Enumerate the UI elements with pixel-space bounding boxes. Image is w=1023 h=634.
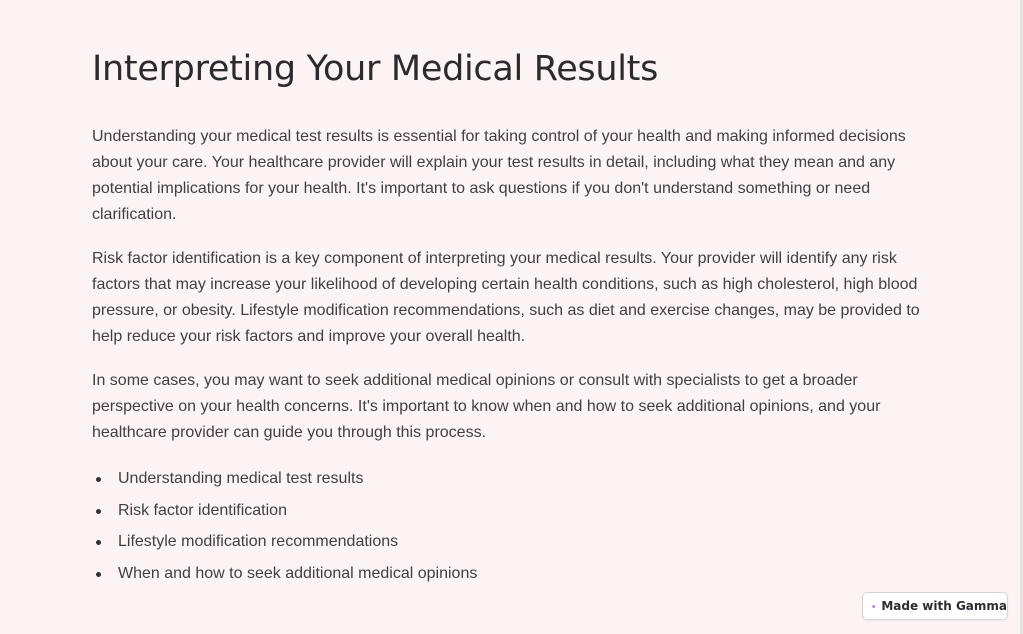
list-item-label: Risk factor identification [118,501,287,519]
paragraph-test-results: Understanding your medical test results is essential for taking control of your health and making informed decisions about your care. Your healthcare provider will explain your test results in detail, including what they mean and any potential implications for your health. It's important to ask questions if you don't understand something or need clarification. [92,128,906,223]
gamma-logo-icon [872,600,875,613]
list-item [92,466,928,492]
made-with-gamma-button[interactable] [862,592,1008,620]
paragraph-risk-factors: Risk factor identification is a key component of interpreting your medical results. Your provider will identify any risk factors that may increase your likelihood of developing certain health conditions, such as high cholesterol, high blood pressure, or obesity. Lifestyle modification recommendations, such as diet and exercise changes, may be provided to help reduce your risk factors and improve your overall health. [92,250,920,345]
list-item-label: Understanding medical test results [118,470,364,487]
list-item [92,561,928,587]
bullet-icon [96,540,101,545]
list-item [92,529,928,555]
list-item-label: When and how to seek additional medical opinions [118,564,478,582]
bullet-icon [96,509,101,514]
bullet-icon [96,477,101,482]
bullet-list [92,466,928,587]
list-item-label: Lifestyle modification recommendations [118,533,399,551]
page-title: Interpreting Your Medical Results [92,49,659,89]
bullet-icon [96,572,101,577]
paragraph-additional-opinions: In some cases, you may want to seek additional medical opinions or consult with specialists to get a broader perspective on your health concerns. It's important to know when and how to seek additional opinions, and your healthcare provider can guide you through this process. [92,372,881,441]
list-item [92,498,928,524]
slide-content [92,46,928,592]
made-with-gamma-label: Made with Gamma [881,599,1007,613]
